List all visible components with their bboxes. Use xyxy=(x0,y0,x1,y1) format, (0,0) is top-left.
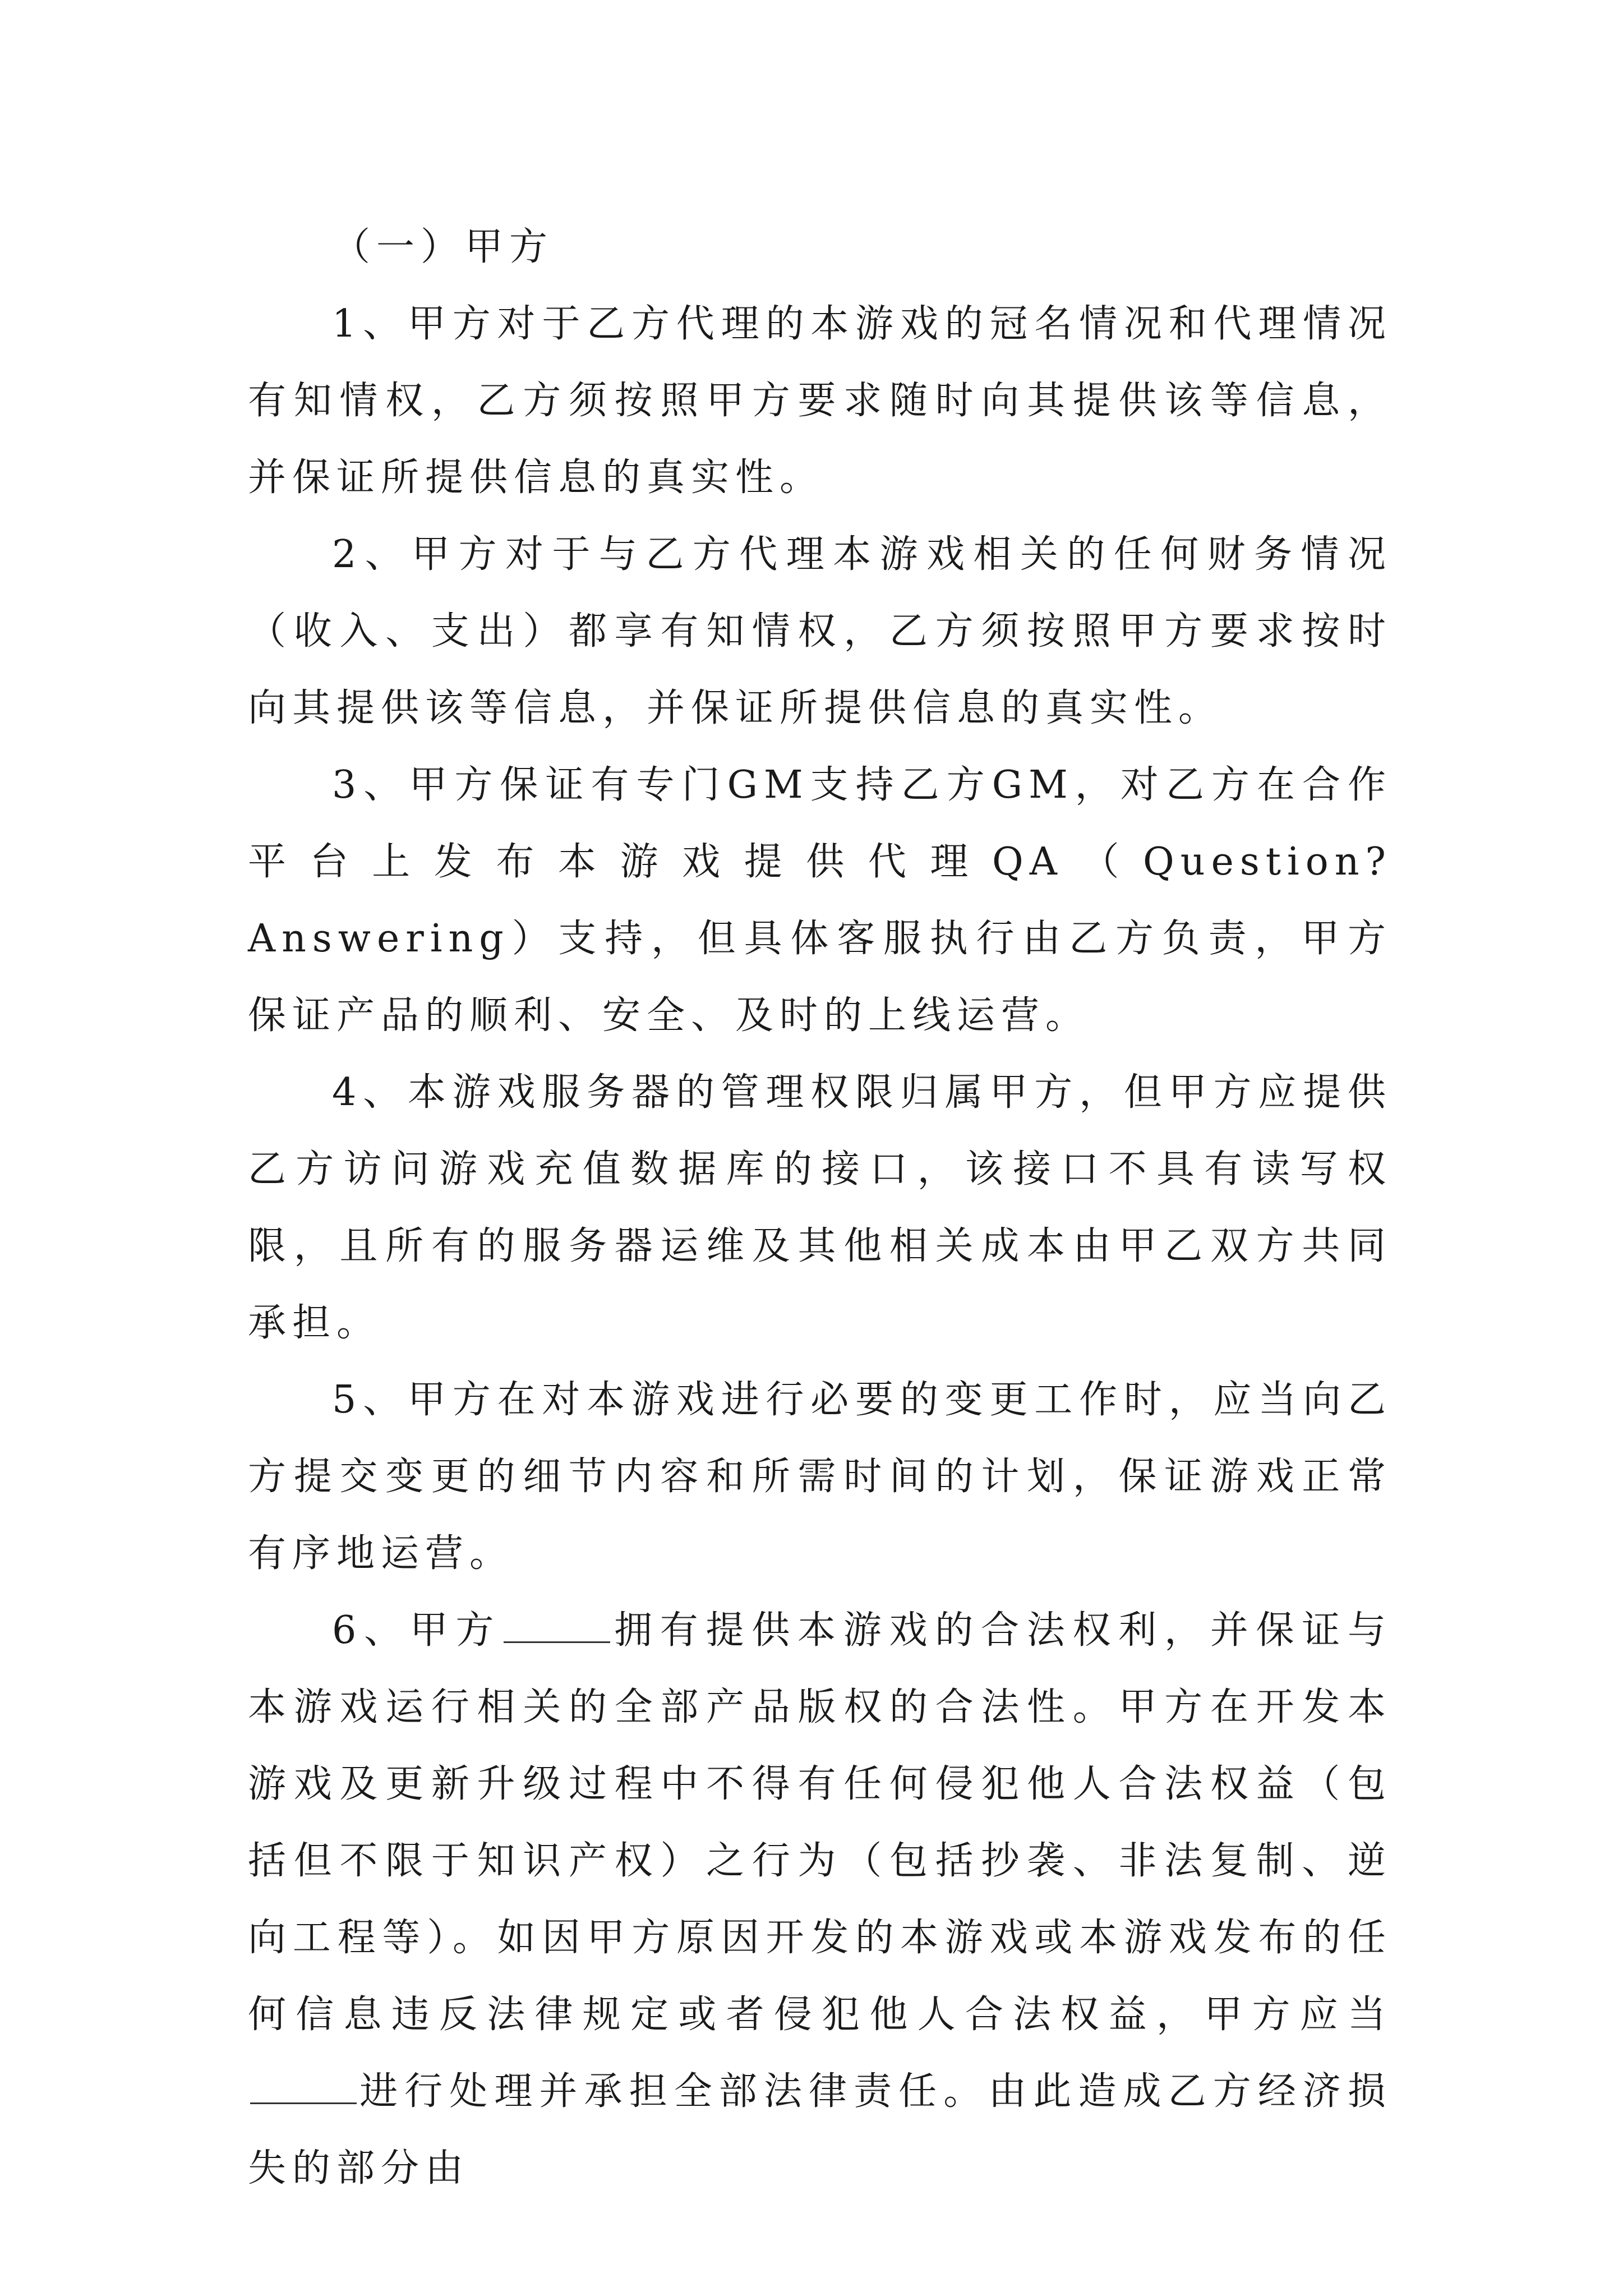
document-body xyxy=(248,209,1392,2207)
clause-6-part-3: 进行处理并承担全部法律责任。由此造成乙方经济损失的部分由 xyxy=(248,2069,1392,2191)
clause-3: 3、甲方保证有专门GM支持乙方GM，对乙方在合作平台上发布本游戏提供代理QA（Question?Answering）支持，但具体客服执行由乙方负责，甲方保证产品的顺利、安全、及时的上线运营。 xyxy=(248,763,1392,1038)
blank-line-2 xyxy=(250,2074,357,2104)
clause-4: 4、本游戏服务器的管理权限归属甲方，但甲方应提供乙方访问游戏充值数据库的接口，该接口不具有读写权限，且所有的服务器运维及其他相关成本由甲乙双方共同承担。 xyxy=(248,1070,1392,1345)
clause-6 xyxy=(248,1592,1392,2207)
clause-5: 5、甲方在对本游戏进行必要的变更工作时，应当向乙方提交变更的细节内容和所需时间的计划，保证游戏正常有序地运营。 xyxy=(248,1378,1392,1576)
blank-line-1 xyxy=(504,1613,610,1643)
clause-6-part-1: 6、甲方 xyxy=(332,1608,502,1653)
clause-1: 1、甲方对于乙方代理的本游戏的冠名情况和代理情况有知情权，乙方须按照甲方要求随时向其提供该等信息，并保证所提供信息的真实性。 xyxy=(248,302,1392,500)
clause-2: 2、甲方对于与乙方代理本游戏相关的任何财务情况（收入、支出）都享有知情权，乙方须按照甲方要求按时向其提供该等信息，并保证所提供信息的真实性。 xyxy=(248,532,1392,730)
section-heading: （一）甲方 xyxy=(332,225,554,269)
clause-6-part-2: 拥有提供本游戏的合法权利，并保证与本游戏运行相关的全部产品版权的合法性。甲方在开发本游戏及更新升级过程中不得有任何侵犯他人合法权益（包括但不限于知识产权）之行为（包括抄袭、非法复制、逆向工程等）。如因甲方原因开发的本游戏或本游戏发布的任何信息违反法律规定或者侵犯他人合法权益，甲方应当 xyxy=(248,1608,1392,2037)
